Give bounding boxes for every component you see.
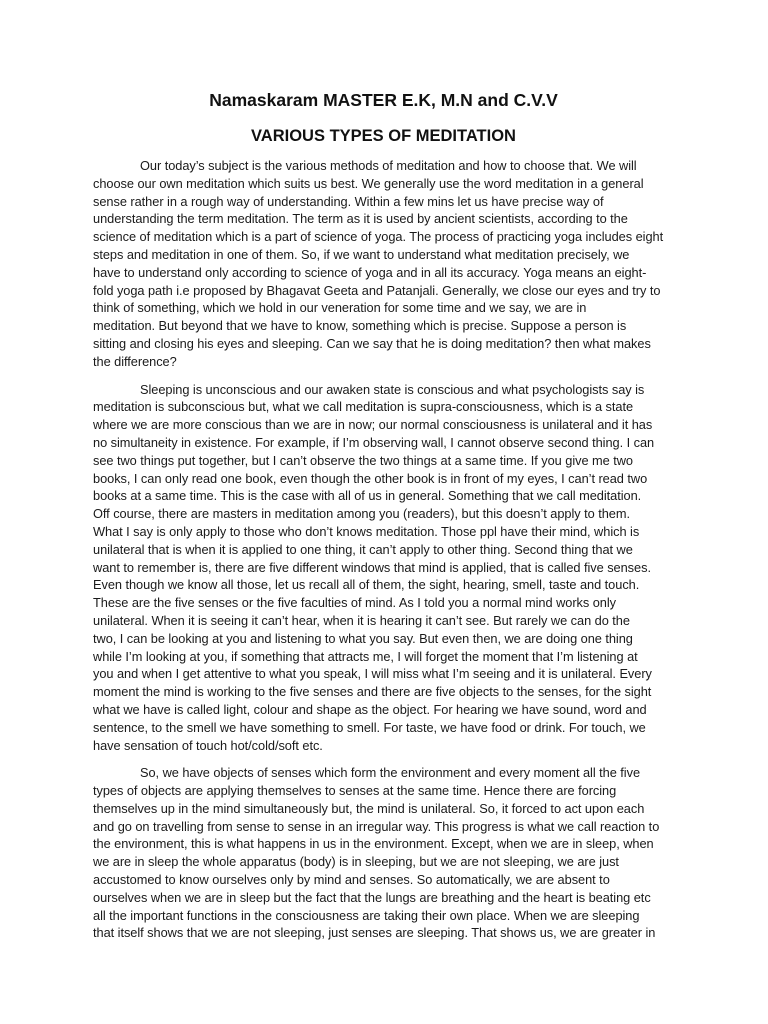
document-body <box>93 157 674 942</box>
greeting-title: Namaskaram MASTER E.K, M.N and C.V.V <box>209 90 558 110</box>
paragraph-1: Our today’s subject is the various methods of meditation and how to choose that. We will choose our own meditation which suits us best. We generally use the word meditation in a general sense rather in a rough way of understanding. Within a few mins let us have precise way of understanding the term meditation. The term as it is used by ancient scientists, according to the science of meditation which is a part of science of yoga. The process of practicing yoga includes eight steps and meditation in one of them. So, if we want to understand what meditation precisely, we have to understand only according to science of yoga and in all its accuracy. Yoga means an eight- fold yoga path i.e proposed by Bhagavat Geeta and Patanjali. Generally, we close our eyes and try to think of something, which we hold in our veneration for some time and we say, we are in meditation. But beyond that we have to know, something which is precise. Suppose a person is sitting and closing his eyes and sleeping. Can we say that he is doing meditation? then what makes the difference? <box>93 158 664 369</box>
paragraph-2: Sleeping is unconscious and our awaken state is conscious and what psychologists say is meditation is subconscious but, what we call meditation is supra-consciousness, which is a state where we are more conscious than we are in now; our normal consciousness is unilateral and it has no simultaneity in existence. For example, if I’m observing wall, I cannot observe second thing. I can see two things put together, but I can’t observe the two things at a same time. If you give me two books, I can only read one book, even though the other book is in front of my eyes, I can’t read two books at a same time. This is the case with all of us in general. Something that we call meditation. Off course, there are masters in meditation among you (readers), but this doesn’t apply to them. What I say is only apply to those who don’t knows meditation. Those ppl have their mind, which is unilateral that is when it is applied to one thing, it can’t apply to other thing. Second thing that we want to remember is, there are five different windows that mind is applied, that is called five senses. Even though we know all those, let us recall all of them, the sight, hearing, smell, taste and touch. These are the five senses or the five faculties of mind. As I told you a normal mind works only unilateral. When it is seeing it can’t hear, when it is hearing it can’t see. But rarely we can do the two, I can be looking at you and listening to what you say. But even then, we are doing one thing while I’m looking at you, if something that attracts me, I will forget the moment that I’m listening at you and when I get attentive to what you speak, I will miss what I’m seeing and it is unilateral. Every moment the mind is working to the five senses and there are five objects to the senses, for the sight what we have is called light, colour and shape as the object. For hearing we have sound, word and sentence, to the smell we have something to smell. For taste, we have food or drink. For touch, we have sensation of touch hot/cold/soft etc. <box>93 381 655 753</box>
page-title: VARIOUS TYPES OF MEDITATION <box>251 127 516 145</box>
paragraph-3: So, we have objects of senses which form the environment and every moment all the five types of objects are applying themselves to senses at the same time. Hence there are forcing themselves up in the mind simultaneously but, the mind is unilateral. So, it forced to act upon each and go on travelling from sense to sense in an irregular way. This progress is what we call reaction to the environment, this is what happens in us in the environment. Except, when we are in sleep, when we are in sleep the whole apparatus (body) is in sleeping, but we are not sleeping, we are just accustomed to know ourselves only by mind and senses. So automatically, we are absent to ourselves when we are in sleep but the fact that the lungs are breathing and the heart is beating etc all the important functions in the consciousness are taking their own place. When we are sleeping that itself shows that we are not sleeping, just senses are sleeping. That shows us, we are greater in <box>93 765 660 941</box>
